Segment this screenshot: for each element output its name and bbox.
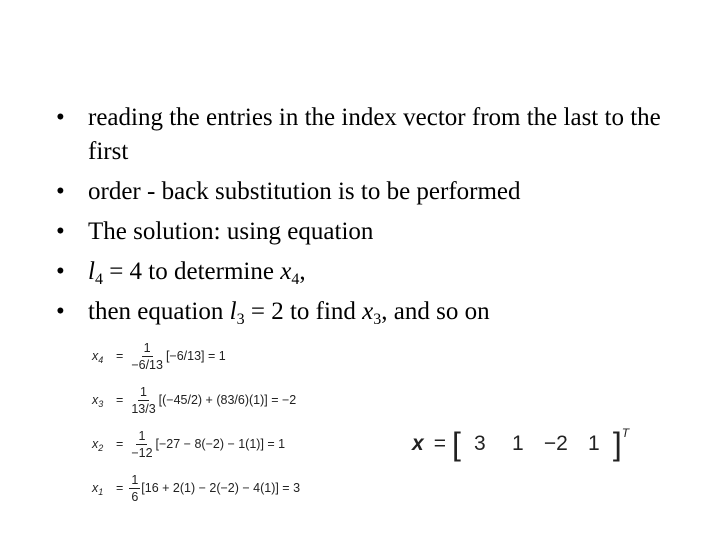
equation-variable: x (92, 437, 99, 451)
vector-entry-1: 3 (474, 432, 486, 455)
equals-sign: = (116, 437, 124, 451)
solution-equals-sign: = (433, 432, 446, 455)
numerator: 1 (131, 472, 139, 487)
equation-subscript: 4 (98, 355, 104, 365)
bullet-list (56, 101, 696, 335)
equation-variable: x (92, 393, 99, 407)
fraction (129, 429, 154, 460)
bullet-text-mid: = 4 to determine (102, 258, 281, 285)
bullet-text: order - back substitution is to be performed (88, 178, 521, 205)
bullet-text-mid: = 2 to find (244, 298, 363, 325)
equation-subscript: 3 (98, 399, 104, 409)
equation-variable: x (92, 481, 99, 495)
equation-variable: x (92, 349, 99, 363)
equation-rhs: [−6/13] = 1 (165, 349, 226, 363)
bullet-item-3 (56, 215, 696, 249)
fraction (129, 473, 140, 504)
x-subscript: 3 (373, 311, 382, 328)
equation-lhs (92, 481, 114, 495)
bullet-item-4 (56, 255, 696, 289)
equation-subscript: 2 (98, 443, 104, 453)
l-subscript: 4 (94, 271, 103, 288)
bullet-icon: • (56, 178, 65, 205)
equation-rhs: [16 + 2(1) − 2(−2) − 4(1)] = 3 (141, 481, 301, 495)
bullet-text: reading the entries in the index vector from the last to the first (88, 104, 661, 165)
numerator: 1 (138, 428, 146, 443)
vector-entry-4: 1 (588, 432, 600, 455)
numerator: 1 (140, 384, 147, 399)
equation-lhs (92, 393, 114, 407)
equation-rhs: [(−45/2) + (83/6)(1)] = −2 (158, 393, 297, 407)
denominator: −12 (131, 445, 153, 460)
equation-x2 (92, 422, 300, 466)
right-bracket: ] (612, 426, 622, 462)
equation-lhs (92, 349, 114, 363)
numerator: 1 (143, 340, 151, 355)
bullet-item-1 (56, 101, 696, 169)
equation-rhs: [−27 − 8(−2) − 1(1)] = 1 (155, 437, 286, 451)
bullet-text-end: , (299, 258, 306, 285)
vector-entry-2: 1 (512, 432, 524, 455)
denominator: 13/3 (131, 401, 156, 416)
denominator: −6/13 (131, 357, 163, 372)
fraction (129, 385, 157, 416)
equals-sign: = (116, 393, 124, 407)
bullet-text-end: , and so on (381, 298, 490, 325)
fraction (129, 341, 165, 372)
solution-variable: x (412, 432, 424, 455)
equation-lhs (92, 437, 114, 451)
x-subscript: 4 (291, 271, 300, 288)
back-substitution-equations (92, 334, 300, 510)
equals-sign: = (116, 481, 124, 495)
bullet-item-2 (56, 175, 696, 209)
vector-entry-3: −2 (543, 432, 568, 455)
equation-subscript: 1 (98, 487, 104, 497)
equation-x4 (92, 334, 300, 378)
left-bracket: [ (451, 426, 461, 462)
x-variable: x (362, 298, 374, 325)
solution-vector (412, 428, 629, 460)
bullet-text-pre: then equation (88, 298, 230, 325)
l-variable: l (229, 298, 237, 325)
bullet-item-5 (56, 295, 696, 329)
bullet-text: The solution: using equation (88, 218, 374, 245)
equals-sign: = (116, 349, 124, 363)
bullet-icon: • (56, 258, 65, 285)
l-variable: l (88, 258, 95, 285)
equation-x1 (92, 466, 300, 510)
equation-x3 (92, 378, 300, 422)
transpose-superscript: T (621, 426, 630, 440)
l-subscript: 3 (236, 311, 245, 328)
x-variable: x (280, 258, 292, 285)
denominator: 6 (131, 489, 139, 504)
bullet-icon: • (56, 298, 65, 325)
bullet-icon: • (56, 104, 65, 131)
bullet-icon: • (56, 218, 65, 245)
